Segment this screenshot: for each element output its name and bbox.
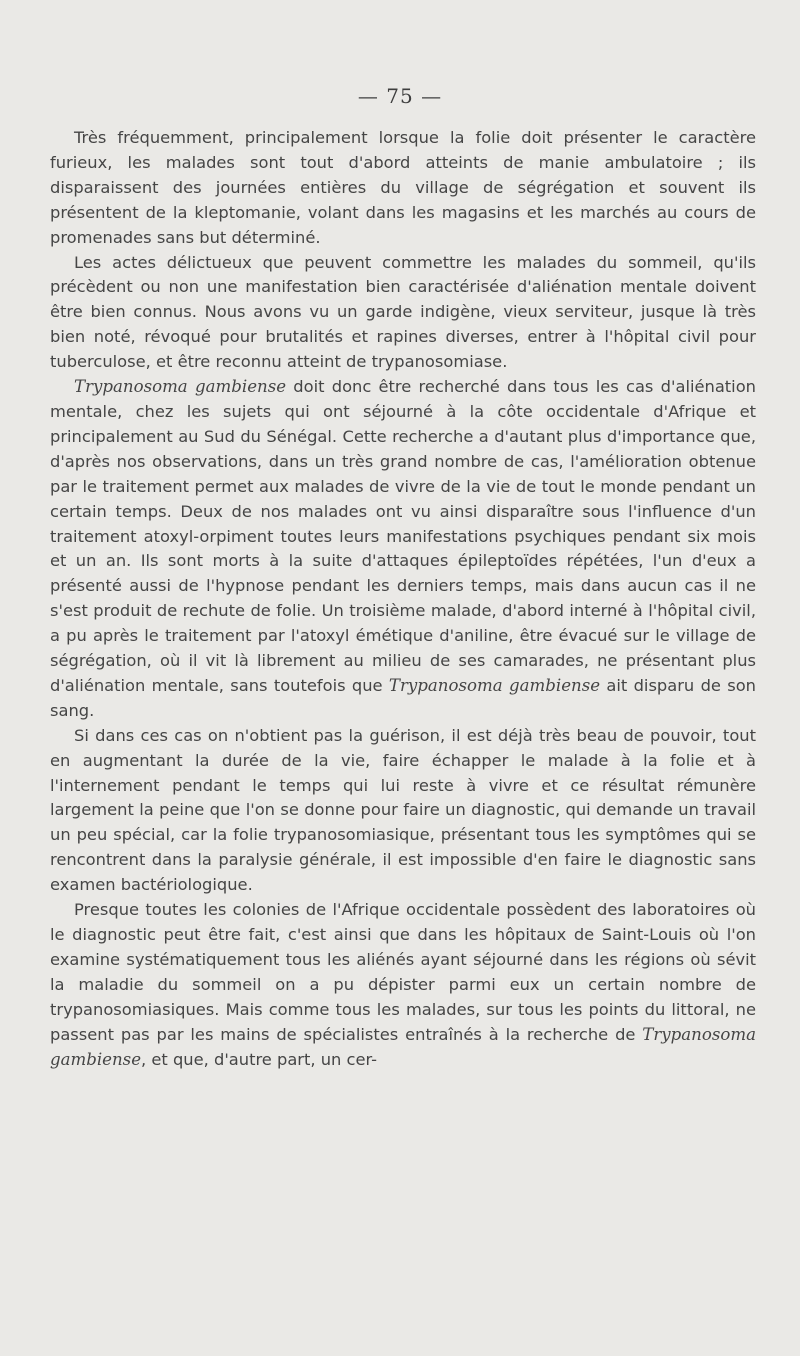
paragraph [50, 724, 756, 898]
page-number: — 75 — [357, 84, 443, 108]
paragraph-text: , et que, d'autre part, un cer- [141, 1049, 378, 1069]
paragraph-text: Les actes délictueux que peuvent commettre les malades du sommeil, qu'ils précèdent ou non une manifestation bien caractérisée d'aliénation mentale doivent être bien connus. Nous avons vu un garde indigène, vieux serviteur, jusque là très bien noté, révoqué pour brutalités et rapines diverses, entrer à l'hôpital civil pour tuberculose, et être reconnu atteint de trypanosomiase. [50, 252, 756, 372]
paragraph [50, 126, 756, 251]
paragraph-text: ait disparu de son sang. [50, 675, 757, 720]
paragraph-text: Si dans ces cas on n'obtient pas la guérison, il est déjà très beau de pouvoir, tout en augmentant la durée de la vie, faire échapper le malade à la folie et à l'internement pendant le temps qui lui reste à vivre et ce résultat rémunère largement la peine que l'on se donne pour faire un diagnostic, qui demande un travail un peu spécial, car la folie trypanosomiasique, présentant tous les symptômes qui se rencontrent dans la paralysie générale, il est impossible d'en faire le diagnostic sans examen bactériologique. [50, 725, 756, 895]
paragraph [50, 251, 756, 376]
italic-species-name: Trypanosoma gambiense [388, 675, 601, 695]
italic-species-name: Trypanosoma gambiense [74, 377, 287, 397]
paragraph-text: Très fréquemment, principalement lorsque la folie doit présenter le caractère furieux, les malades sont tout d'abord atteints de manie ambulatoire ; ils disparaissent des journées entières du village de ségrégation et souvent ils présentent de la kleptomanie, volant dans les magasins et les marchés au cours de promenades sans but déterminé. [50, 128, 756, 247]
paragraph [50, 375, 756, 724]
paragraph [50, 898, 756, 1072]
italic-species-name: Trypanosoma gambiense [50, 1024, 756, 1069]
body-text [50, 126, 756, 1072]
paragraph-text: doit donc être recherché dans tous les cas d'aliénation mentale, chez les sujets qui ont séjourné à la côte occidentale d'Afrique et principalement au Sud du Sénégal. Cette recherche a d'autant plus d'importance que, d'après nos observations, dans un très grand nombre de cas, l'amélioration obtenue par le traitement permet aux malades de vivre de la vie de tout le monde pendant un certain temps. Deux de nos malades ont vu ainsi disparaître sous l'influence d'un traitement atoxyl-orpiment toutes leurs manifestations psychiques pendant six mois et un an. Ils sont morts à la suite d'attaques épileptoïdes répétées, l'un d'eux a présenté aussi de l'hypnose pendant les derniers temps, mais dans aucun cas il ne s'est produit de rechute de folie. Un troisième malade, d'abord interné à l'hôpital civil, a pu après le traitement par l'atoxyl émétique d'aniline, être évacué sur le village de ségrégation, où il vit là librement au milieu de ses camarades, ne présentant plus d'aliénation mentale, sans toutefois que [50, 377, 756, 695]
paragraph-text: Presque toutes les colonies de l'Afrique occidentale possèdent des laboratoires où le diagnostic peut être fait, c'est ainsi que dans les hôpitaux de Saint-Louis où l'on examine systématiquement tous les aliénés ayant séjourné dans les régions où sévit la maladie du sommeil on a pu dépister parmi eux un certain nombre de trypanosomiasiques. Mais comme tous les malades, sur tous les points du littoral, ne passent pas par les mains de spécialistes entraînés à la recherche de [50, 900, 756, 1044]
